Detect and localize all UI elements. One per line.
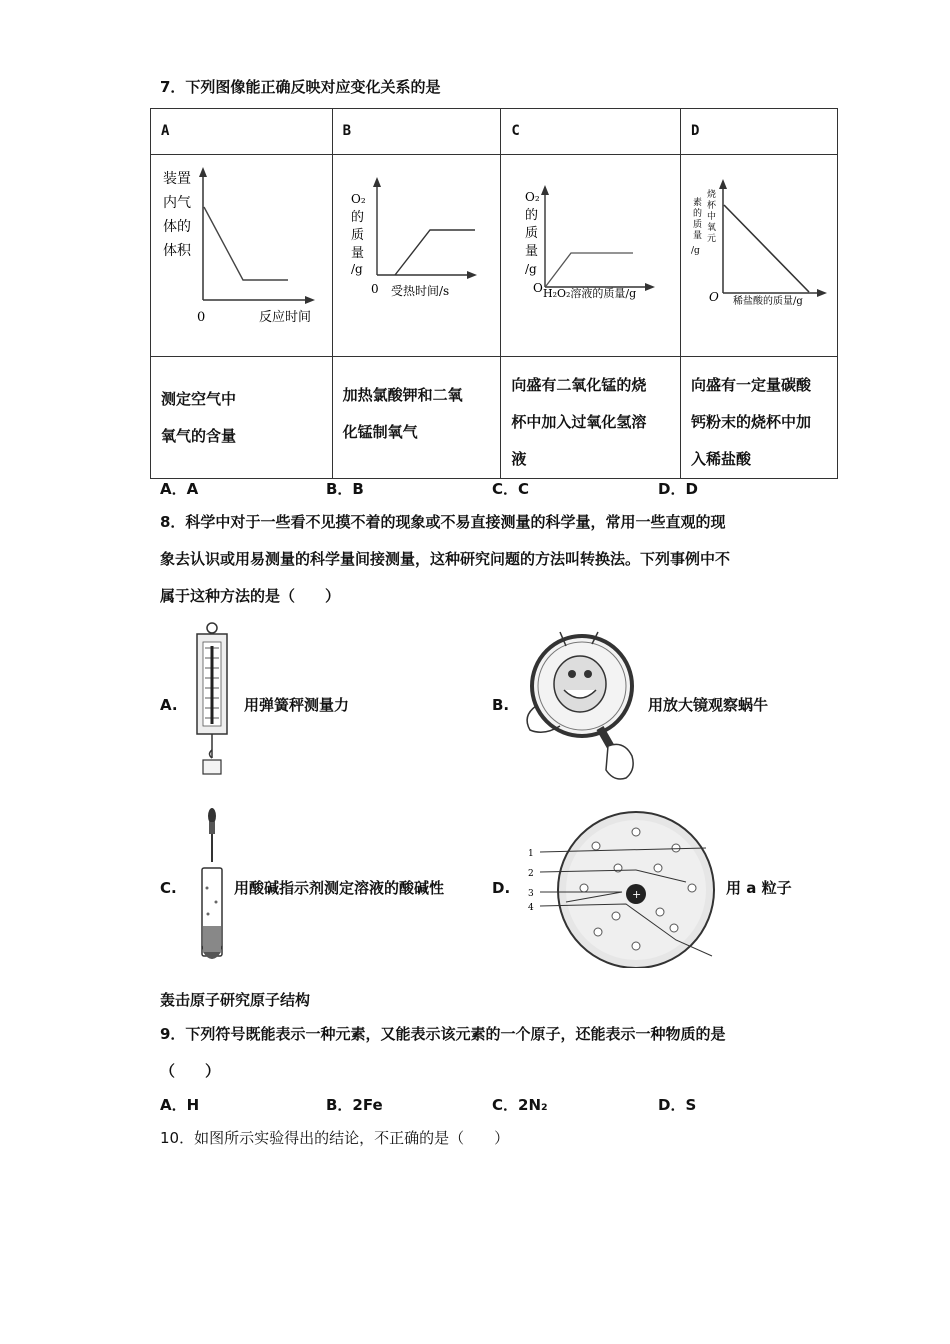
graph-b-ylabel-4: /g [350, 262, 363, 276]
q7-desc-c-line: 向盛有二氧化锰的烧 [511, 376, 647, 394]
alpha-label-2: 2 [528, 869, 534, 879]
q9-option-c: C．2N₂ [492, 1096, 548, 1114]
graph-c-ylabel-4: /g [525, 262, 538, 276]
graph-d-ylabel-7: 质 [693, 220, 703, 230]
alpha-label-4: 4 [528, 903, 534, 913]
graph-d-ylabel-4: 元 [707, 234, 717, 244]
graph-d-ylabel-3: 氧 [707, 223, 717, 233]
q8-line-1: 8．科学中对于一些看不见摸不着的现象或不易直接测量的科学量，常用一些直观的现 [160, 513, 726, 531]
q7-desc-b-line: 加热氯酸钾和二氧 [342, 386, 463, 404]
q7-desc-c-line: 液 [511, 450, 527, 468]
graph-a-ylabel-0: 装置 [163, 171, 191, 187]
q9-option-a: A．H [160, 1096, 200, 1114]
graph-c-ylabel-2: 质 [525, 226, 539, 241]
q10-text: 10．如图所示实验得出的结论，不正确的是（ ） [160, 1129, 510, 1147]
graph-a-origin: 0 [197, 310, 206, 325]
alpha-scattering-illustration [526, 808, 722, 968]
q8-option-a-text: 用弹簧秤测量力 [244, 696, 350, 714]
q8-option-d-letter: D. [492, 879, 511, 897]
graph-b-ylabel-1: 的 [350, 210, 364, 225]
graph-a-xlabel: 反应时间 [259, 310, 312, 325]
graph-b-xlabel: 受热时间/s [390, 284, 449, 298]
graph-d-ylabel-9: /g [691, 246, 700, 256]
q7-desc-c [501, 357, 681, 479]
graph-d-line [724, 205, 809, 292]
graph-d-ylabel-6: 的 [693, 209, 703, 219]
q7-option-c: C．C [492, 480, 530, 498]
q7-graph-d [681, 155, 838, 357]
q8-option-b-text: 用放大镜观察蜗牛 [648, 696, 769, 714]
graph-a-line [204, 207, 288, 280]
graph-b-line [395, 230, 475, 275]
graph-c-ylabel-0: O₂ [525, 190, 540, 204]
q7-desc-a [151, 357, 333, 479]
alpha-label-1: 1 [528, 849, 534, 859]
q7-title: 7．下列图像能正确反映对应变化关系的是 [160, 78, 441, 96]
graph-d-ylabel-0: 烧 [707, 190, 717, 200]
q7-desc-b-line: 化锰制氧气 [342, 423, 418, 441]
graph-d-origin: O [709, 290, 719, 304]
q7-desc-d [681, 357, 838, 479]
graph-a-ylabel-2: 体的 [163, 219, 191, 235]
dropper-test-tube-illustration [190, 806, 230, 971]
q8-option-a-letter: A. [160, 696, 178, 714]
q7-desc-c-line: 杯中加入过氧化氢溶 [511, 413, 647, 431]
graph-d-ylabel-5: 素 [693, 198, 703, 208]
graph-c-line [546, 253, 633, 286]
q7-desc-b [332, 357, 501, 479]
q7-desc-d-line: 向盛有一定量碳酸 [691, 376, 812, 394]
graph-d-ylabel-1: 杯 [707, 201, 717, 211]
q8-line-2: 象去认识或用易测量的科学量间接测量，这种研究问题的方法叫转换法。下列事例中不 [160, 550, 731, 568]
graph-d-xlabel: 稀盐酸的质量/g [733, 296, 803, 307]
q8-option-c-text: 用酸碱指示剂测定溶液的酸碱性 [234, 879, 445, 897]
q7-header-c: C [501, 109, 681, 155]
graph-b-ylabel-2: 质 [350, 228, 364, 243]
q8-option-d-continuation: 轰击原子研究原子结构 [160, 991, 311, 1009]
nucleus-plus-sign: + [632, 888, 642, 901]
graph-a-ylabel-1: 内气 [163, 195, 191, 211]
graph-d-ylabel-8: 量 [693, 231, 703, 241]
q8-line-3: 属于这种方法的是（ ） [160, 587, 341, 605]
graph-b-ylabel-3: 量 [350, 246, 364, 261]
graph-b-ylabel-0: O₂ [350, 192, 366, 206]
graph-b-svg [333, 155, 500, 352]
q7-table [150, 108, 838, 479]
q9-option-b: B．2Fe [326, 1096, 383, 1114]
q7-desc-a-line: 测定空气中 [161, 390, 237, 408]
graph-d-ylabel-2: 中 [707, 212, 717, 222]
q7-desc-d-line: 钙粉末的烧杯中加 [691, 413, 812, 431]
graph-a-ylabel-3: 体积 [163, 243, 191, 259]
q7-graph-a [151, 155, 333, 357]
q7-graph-b [332, 155, 501, 357]
q9-line-1: 9．下列符号既能表示一种元素，又能表示该元素的一个原子，还能表示一种物质的是 [160, 1025, 726, 1043]
q7-option-d: D．D [658, 480, 698, 498]
q7-header-a: A [151, 109, 333, 155]
graph-c-origin: O [533, 281, 544, 295]
spring-scale-illustration [185, 620, 240, 780]
q7-desc-d-line: 入稀盐酸 [691, 450, 752, 468]
graph-c-ylabel-1: 的 [525, 208, 539, 223]
alpha-label-3: 3 [528, 889, 534, 899]
q8-option-b-letter: B. [492, 696, 510, 714]
q7-option-a: A．A [160, 480, 199, 498]
q9-line-2: （ ） [160, 1062, 221, 1080]
graph-d-svg [681, 155, 837, 352]
graph-c-xlabel: H₂O₂溶液的质量/g [543, 287, 637, 300]
q7-option-b: B．B [326, 480, 364, 498]
graph-a-svg [151, 155, 331, 352]
q7-desc-a-line: 氧气的含量 [161, 427, 237, 445]
q9-option-d: D．S [658, 1096, 697, 1114]
q7-header-d: D [681, 109, 838, 155]
magnifier-snail-illustration [516, 628, 646, 783]
graph-b-origin: 0 [370, 282, 379, 296]
graph-c-ylabel-3: 量 [525, 244, 539, 259]
q8-option-d-text: 用 a 粒子 [726, 879, 792, 897]
q7-graph-c [501, 155, 681, 357]
q7-header-b: B [332, 109, 501, 155]
graph-c-svg [501, 155, 679, 352]
q8-option-c-letter: C. [160, 879, 177, 897]
